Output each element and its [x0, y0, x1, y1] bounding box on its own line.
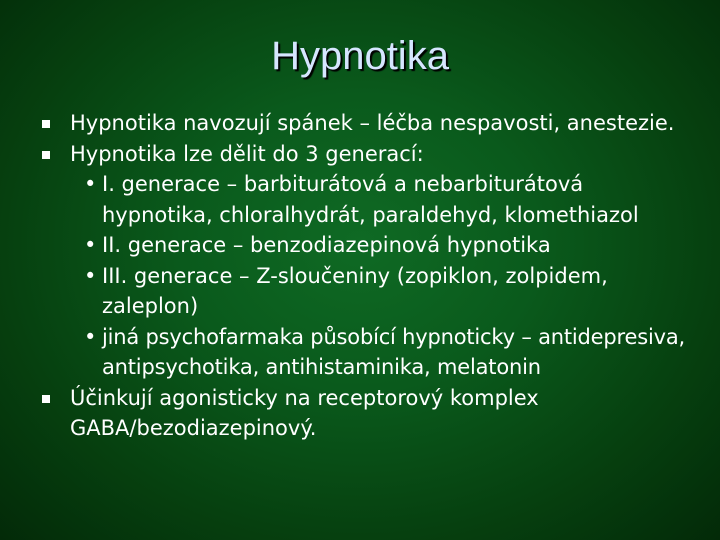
- sub-bullet-text: II. generace – benzodiazepinová hypnotika: [102, 233, 551, 257]
- sub-bullet-item: [0, 230, 720, 261]
- dot-bullet-icon: •: [84, 263, 97, 288]
- bullet-item: [0, 139, 720, 170]
- square-bullet-icon: [42, 120, 50, 128]
- sub-bullet-text: I. generace – barbiturátová a nebarbiturátová hypnotika, chloralhydrát, paraldehyd, klomethiazol: [102, 172, 639, 227]
- dot-bullet-icon: •: [84, 172, 97, 196]
- sub-bullet-item: [0, 169, 720, 230]
- sub-bullet-text: III. generace – Z-sloučeniny (zopiklon, zolpidem, zaleplon): [102, 263, 608, 318]
- square-bullet-icon: [42, 395, 50, 403]
- sub-bullet-text: jiná psychofarmaka působící hypnoticky – antidepresiva, antipsychotika, antihistaminika, melatonin: [102, 324, 685, 379]
- bullet-text: Účinkují agonisticky na receptorový komplex GABA/bezodiazepinový.: [70, 385, 539, 440]
- sub-bullet-item: [0, 322, 720, 383]
- sub-bullet-item: [0, 261, 720, 322]
- square-bullet-icon: [42, 151, 50, 159]
- dot-bullet-icon: •: [84, 324, 97, 349]
- bullet-item: [0, 108, 720, 139]
- bullet-text: Hypnotika navozují spánek – léčba nespavosti, anestezie.: [70, 111, 675, 135]
- bullet-text: Hypnotika lze dělit do 3 generací:: [70, 141, 424, 166]
- dot-bullet-icon: •: [84, 233, 97, 257]
- bullet-item: [0, 383, 720, 444]
- slide-title: Hypnotika: [271, 34, 449, 78]
- slide-content: [0, 108, 720, 444]
